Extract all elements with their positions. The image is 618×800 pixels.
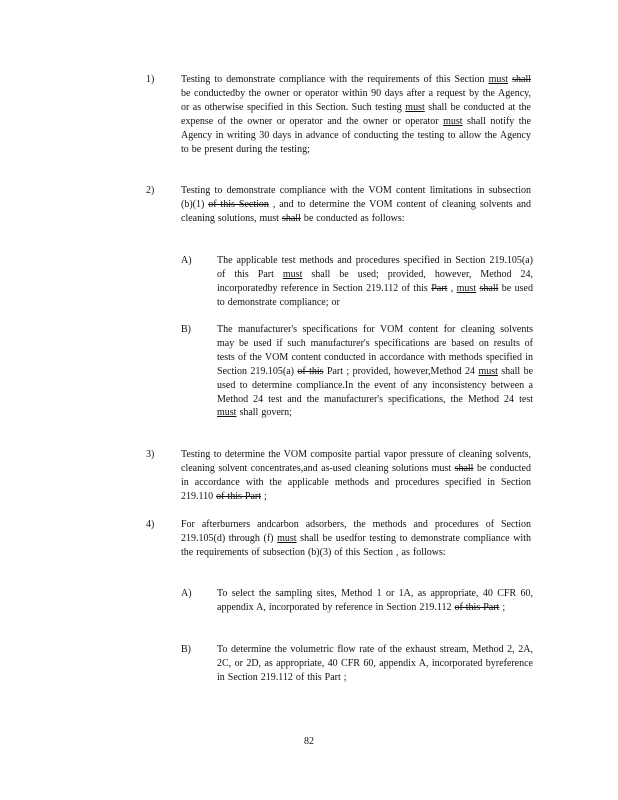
text-segment: To select the sampling sites, Method 1 or 1A, as appropriate, 40 CFR 60, appendix A, incorporated by reference in Section 219.112 — [217, 588, 533, 613]
text-segment: Part ; provided, however,Method 24 — [323, 365, 479, 377]
inserted-text: must — [217, 407, 237, 419]
text-segment: , and to determine the VOM content of cleaning solvents and cleaning solutions, must — [181, 198, 532, 224]
item-text — [181, 518, 531, 560]
item-text — [217, 643, 533, 685]
deleted-text: shall — [454, 462, 474, 474]
text-segment: be conducted as follows: — [300, 212, 405, 224]
text-segment: The applicable test methods and procedures specified in Section 219.105(a) of this Part — [217, 255, 533, 280]
text-segment: Testing to determine the VOM composite partial vapor pressure of cleaning solvents, cleaning solvent concentrates,and as-used cleaning solutions must — [181, 449, 531, 474]
deleted-text: of this Part — [454, 601, 500, 613]
item-text — [217, 254, 533, 310]
item-number: 3) — [146, 449, 155, 460]
item-text — [217, 323, 533, 420]
item-text — [217, 587, 533, 615]
text-segment: shall be usedfor testing to demonstrate compliance with the requirements of subsection (b)(3) of this Section , as follows: — [181, 532, 531, 558]
inserted-text: must — [443, 115, 463, 127]
item-number: A) — [181, 588, 192, 599]
deleted-text: of this — [297, 365, 324, 377]
item-number: B) — [181, 644, 191, 655]
deleted-text: shall — [479, 282, 499, 294]
text-segment: be used to demonstrate compliance; or — [217, 282, 533, 308]
text-segment: be conducted in accordance with the applicable methods and procedures specified in Section 219.110 — [181, 462, 531, 502]
text-segment: To determine the volumetric flow rate of the exhaust stream, Method 2, 2A, 2C, or 2D, as appropriate, 40 CFR 60, appendix A, incorporated byreference in Section 219.112 of this Part ; — [217, 644, 533, 683]
item-number: 4) — [146, 519, 155, 530]
inserted-text: must — [456, 282, 477, 294]
deleted-text: shall — [281, 212, 301, 224]
text-segment: be conductedby the owner or operator within 90 days after a request by the Agency, or as otherwise specified in this Section. Such testing — [181, 87, 531, 113]
text-segment: For afterburners andcarbon adsorbers, the methods and procedures of Section 219.105(d) through (f) — [181, 519, 531, 544]
item-number: 2) — [146, 185, 155, 196]
inserted-text: must — [488, 74, 509, 85]
text-segment: ; — [499, 601, 506, 613]
text-segment: shall be used to determine compliance.In the event of any inconsistency between a Method 24 test and the manufacturer's specifications, the Method 24 test — [217, 365, 534, 405]
item-text — [181, 184, 531, 226]
text-segment: , — [447, 282, 457, 294]
text-segment: shall be conducted at the expense of the owner or operator and the owner or operator — [181, 101, 531, 127]
text-segment: Testing to demonstrate compliance with the requirements of this Section — [181, 74, 489, 85]
text-segment: ; — [261, 490, 267, 502]
item-text — [181, 448, 531, 504]
inserted-text: must — [277, 532, 297, 544]
deleted-text: Part — [431, 282, 448, 294]
text-segment: shall govern; — [236, 407, 292, 419]
deleted-text: shall — [512, 74, 531, 85]
text-segment: The manufacturer's specifications for VOM content for cleaning solvents may be used if such manufacturer's specifications are based on results of tests of the VOM content conducted in accordance with methods specified in Section 219.105(a) — [217, 324, 533, 377]
deleted-text: of this Section — [208, 198, 269, 210]
item-text — [181, 73, 531, 156]
inserted-text: must — [405, 101, 425, 113]
item-number: B) — [181, 324, 191, 335]
text-segment: shall be used; provided, however, Method 24, incorporatedby reference in Section 219.112 of this — [217, 268, 533, 294]
deleted-text: of this Part — [216, 490, 262, 502]
item-number: A) — [181, 255, 192, 266]
inserted-text: must — [478, 365, 498, 377]
inserted-text: must — [282, 268, 303, 280]
text-segment: Testing to demonstrate compliance with the VOM content limitations in subsection (b)(1) — [181, 185, 531, 210]
item-number: 1) — [146, 74, 155, 85]
text-segment: shall notify the Agency in writing 30 days in advance of conducting the testing to allow the Agency to be present during the testing; — [181, 115, 531, 155]
page-number: 82 — [304, 736, 314, 747]
